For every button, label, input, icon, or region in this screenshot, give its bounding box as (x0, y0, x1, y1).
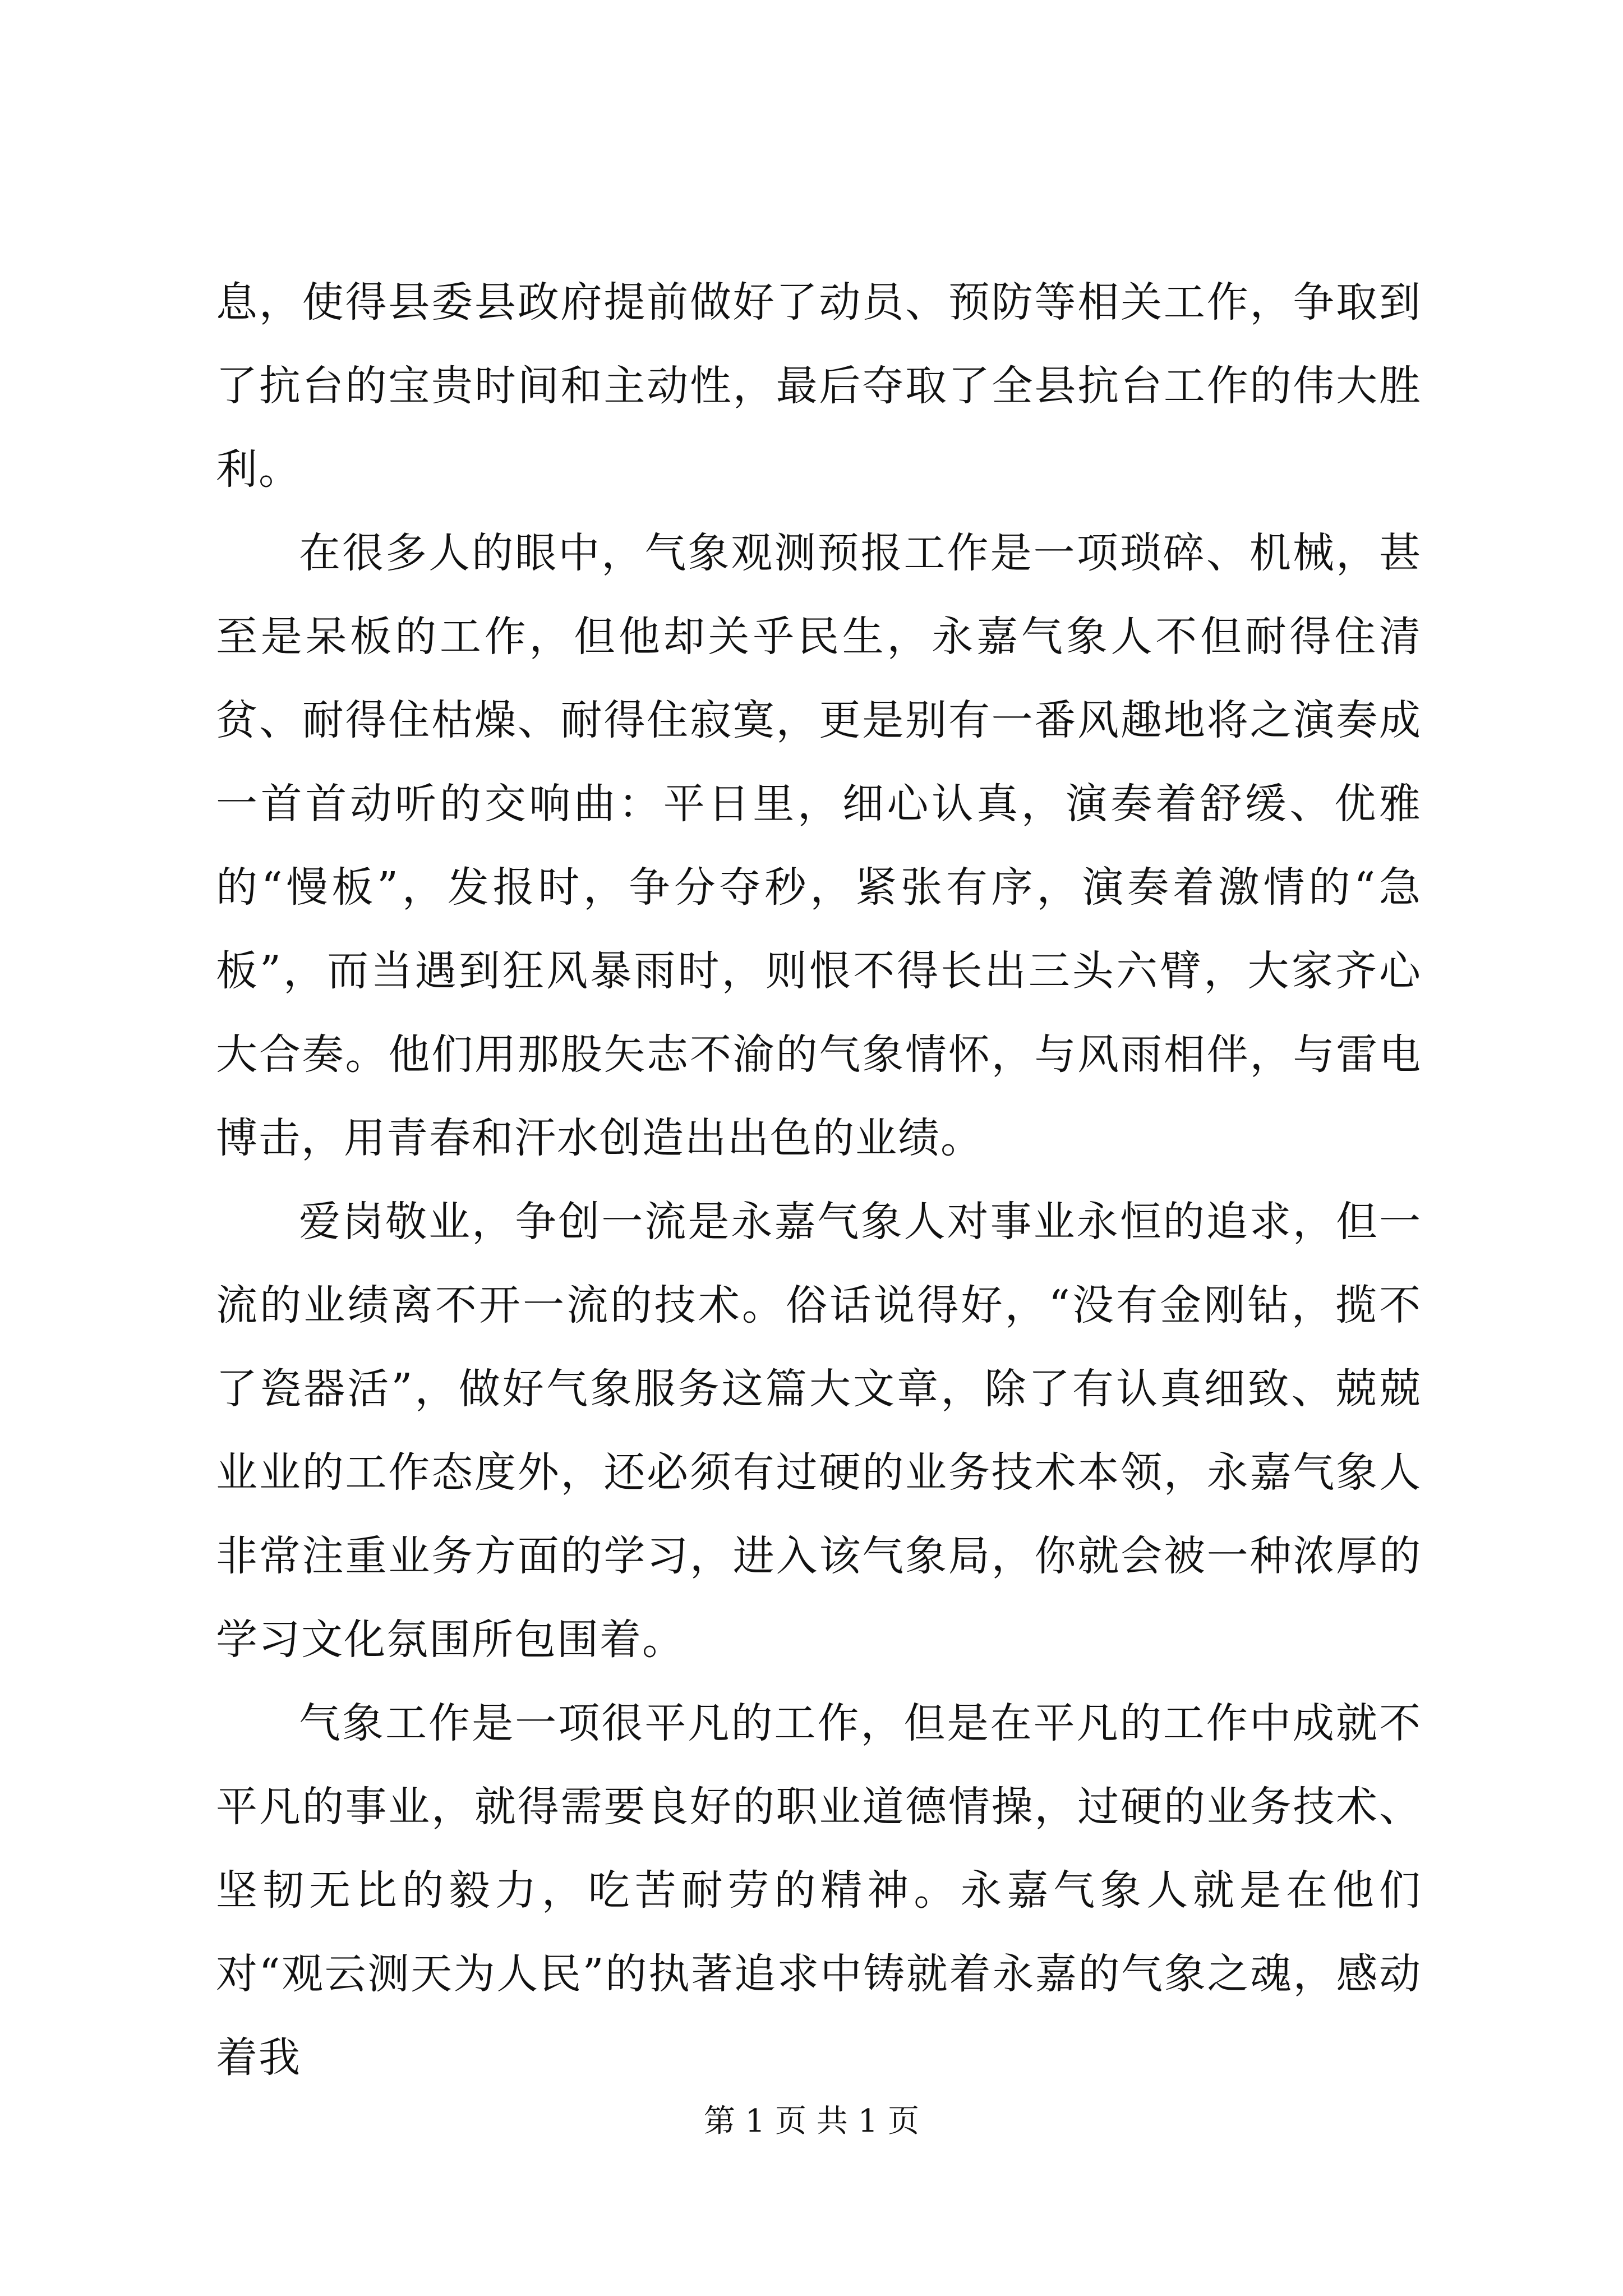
paragraph-2: 在很多人的眼中，气象观测预报工作是一项琐碎、机械，甚至是呆板的工作，但他却关乎民生，永嘉气象人不但耐得住清贫、耐得住枯燥、耐得住寂寞，更是别有一番风趣地将之演奏成一首首动听的交响曲：平日里，细心认真，演奏着舒缓、优雅的“慢板”，发报时，争分夺秒，紧张有序，演奏着激情的“急板”，而当遇到狂风暴雨时，则恨不得长出三头六臂，大家齐心大合奏。他们用那股矢志不渝的气象情怀，与风雨相伴，与雷电博击，用青春和汗水创造出出色的业绩。 (216, 529, 1422, 1162)
page-footer: 第 1 页 共 1 页 (703, 2103, 920, 2139)
paragraph-4: 气象工作是一项很平凡的工作，但是在平凡的工作中成就不平凡的事业，就得需要良好的职业道德情操，过硬的业务技术、坚韧无比的毅力，吃苦耐劳的精神。永嘉气象人就是在他们对“观云测天为人民”的执著追求中铸就着永嘉的气象之魂，感动着我 (216, 1699, 1422, 2082)
document-body (216, 261, 1422, 2100)
paragraph-3: 爱岗敬业，争创一流是永嘉气象人对事业永恒的追求，但一流的业绩离不开一流的技术。俗话说得好，“没有金刚钻，揽不了瓷器活”，做好气象服务这篇大文章，除了有认真细致、兢兢业业的工作态度外，还必须有过硬的业务技术本领，永嘉气象人非常注重业务方面的学习，进入该气象局，你就会被一种浓厚的学习文化氛围所包围着。 (216, 1198, 1422, 1664)
paragraph-1: 息，使得县委县政府提前做好了动员、预防等相关工作，争取到了抗台的宝贵时间和主动性，最后夺取了全县抗台工作的伟大胜利。 (216, 278, 1422, 494)
